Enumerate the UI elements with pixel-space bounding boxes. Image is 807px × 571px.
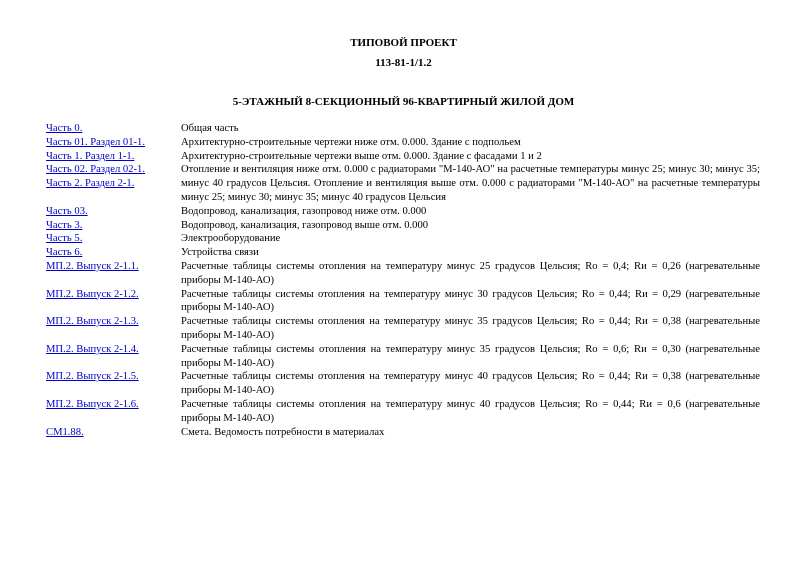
toc-row <box>46 122 760 136</box>
toc-row <box>46 288 760 316</box>
toc-link[interactable]: МП.2. Выпуск 2-1.4. <box>46 343 139 355</box>
toc-link[interactable]: Часть 3. <box>46 219 83 231</box>
toc-link-group <box>46 163 181 191</box>
toc-description: Архитектурно-строительные чертежи ниже отм. 0.000. Здание с подпольем <box>181 136 521 148</box>
toc-row <box>46 205 760 219</box>
toc-description: Устройства связи <box>181 247 259 259</box>
toc-description: Электрооборудование <box>181 233 281 245</box>
toc-link[interactable]: Часть 01. Раздел 01-1. <box>46 136 145 148</box>
toc-row <box>46 219 760 233</box>
toc-description: Архитектурно-строительные чертежи выше отм. 0.000. Здание с фасадами 1 и 2 <box>181 150 542 162</box>
toc-link[interactable]: МП.2. Выпуск 2-1.6. <box>46 398 139 410</box>
toc-description: Водопровод, канализация, газопровод ниже отм. 0.000 <box>181 205 427 217</box>
toc-link[interactable]: МП.2. Выпуск 2-1.5. <box>46 371 139 383</box>
toc-link[interactable]: СМ1.88. <box>46 426 84 438</box>
toc-row <box>46 370 760 398</box>
toc-row <box>46 426 760 440</box>
toc-description: Общая часть <box>181 123 239 134</box>
toc-link[interactable]: Часть 6. <box>46 247 83 259</box>
toc-description: Расчетные таблицы системы отопления на температуру минус 30 градусов Цельсия; Ro = 0,44; Rи = 0,29 (нагревательные приборы М-140-АО) <box>181 288 760 314</box>
toc-link[interactable]: Часть 02. Раздел 02-1. <box>46 164 145 176</box>
toc-row <box>46 136 760 150</box>
toc-row <box>46 260 760 288</box>
toc-row <box>46 232 760 246</box>
contents-list <box>46 122 760 439</box>
document-subtitle: 5-ЭТАЖНЫЙ 8-СЕКЦИОННЫЙ 96-КВАРТИРНЫЙ ЖИЛОЙ ДОМ <box>232 96 575 108</box>
toc-description: Расчетные таблицы системы отопления на температуру минус 40 градусов Цельсия; Ro = 0,44; Rи = 0,38 (нагревательные приборы М-140-АО) <box>181 371 760 397</box>
toc-row-heating <box>46 163 760 204</box>
toc-description: Расчетные таблицы системы отопления на температуру минус 35 градусов Цельсия; Ro = 0,6; Rи = 0,30 (нагревательные приборы М-140-АО) <box>181 343 760 369</box>
toc-link[interactable]: МП.2. Выпуск 2-1.3. <box>46 316 139 328</box>
toc-link[interactable]: Часть 1. Раздел 1-1. <box>46 150 135 162</box>
toc-link[interactable]: Часть 2. Раздел 2-1. <box>46 178 135 190</box>
document-code: 113-81-1/1.2 <box>375 57 432 69</box>
toc-link[interactable]: МП.2. Выпуск 2-1.1. <box>46 260 139 272</box>
toc-description: Расчетные таблицы системы отопления на температуру минус 40 градусов Цельсия; Ro = 0,44; Rи = 0,6 (нагревательные приборы М-140-АО) <box>181 398 760 424</box>
toc-link[interactable]: Часть 5. <box>46 233 83 245</box>
toc-row <box>46 398 760 426</box>
toc-link[interactable]: Часть 0. <box>46 123 83 134</box>
toc-description: Отопление и вентиляция ниже отм. 0.000 с радиаторами "М-140-АО" на расчетные температуры минус 25; минус 30; минус 35; минус 40 градусов Цельсия. Отопление и вентиляция выше отм. 0.000 с радиаторами "М-140-АО" на расчетные температуры минус 25; минус 30; минус 35; минус 40 градусов Цельсия <box>181 164 760 203</box>
toc-row <box>46 150 760 164</box>
toc-link[interactable]: МП.2. Выпуск 2-1.2. <box>46 288 139 300</box>
document-title: ТИПОВОЙ ПРОЕКТ <box>350 37 457 49</box>
toc-description: Расчетные таблицы системы отопления на температуру минус 25 градусов Цельсия; Ro = 0,4; Rи = 0,26 (нагревательные приборы М-140-АО) <box>181 260 760 286</box>
toc-description: Расчетные таблицы системы отопления на температуру минус 35 градусов Цельсия; Ro = 0,44; Rи = 0,38 (нагревательные приборы М-140-АО) <box>181 316 760 341</box>
toc-description: Водопровод, канализация, газопровод выше отм. 0.000 <box>181 219 429 231</box>
toc-row <box>46 343 760 371</box>
toc-link[interactable]: Часть 03. <box>46 205 88 217</box>
toc-row <box>46 246 760 260</box>
toc-description: Смета. Ведомость потребности в материалах <box>181 426 385 438</box>
toc-row <box>46 315 760 343</box>
